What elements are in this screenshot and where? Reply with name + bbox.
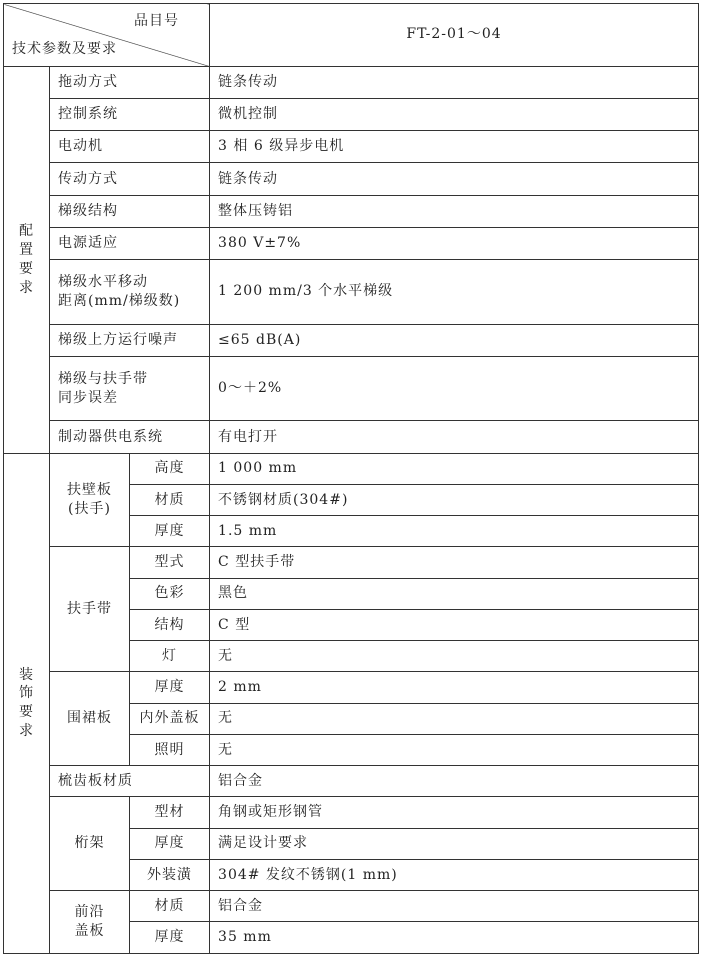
param-value: 无 xyxy=(210,641,699,672)
table-row xyxy=(4,766,699,797)
param-value: 3 相 6 级异步电机 xyxy=(210,131,699,163)
config-group-label: 配置 要求 xyxy=(4,66,50,453)
header-item-number-label: 品目号 xyxy=(134,13,180,29)
handrail-label: 扶手带 xyxy=(50,547,130,672)
sub-param-label: 材质 xyxy=(130,891,210,922)
sub-param-label: 色彩 xyxy=(130,578,210,609)
param-label: 控制系统 xyxy=(50,98,210,130)
sub-param-label: 外装潢 xyxy=(130,859,210,890)
wall-panel-label: 扶壁板 (扶手) xyxy=(50,453,130,547)
param-label: 拖动方式 xyxy=(50,66,210,98)
table-row xyxy=(4,421,699,453)
sub-param-label: 内外盖板 xyxy=(130,703,210,734)
param-value: 不锈钢材质(304#) xyxy=(210,484,699,515)
param-label: 梯级结构 xyxy=(50,195,210,227)
param-label: 制动器供电系统 xyxy=(50,421,210,453)
sub-param-label: 型材 xyxy=(130,797,210,828)
table-row xyxy=(4,891,699,922)
table-row xyxy=(4,227,699,259)
sub-param-label: 高度 xyxy=(130,453,210,484)
param-value: 铝合金 xyxy=(210,766,699,797)
param-value: 黑色 xyxy=(210,578,699,609)
sub-param-label: 结构 xyxy=(130,609,210,640)
table-row xyxy=(4,66,699,98)
param-value: 1 200 mm/3 个水平梯级 xyxy=(210,260,699,325)
header-tech-params-label: 技术参数及要求 xyxy=(12,40,117,57)
param-value: 无 xyxy=(210,703,699,734)
param-value: ≤65 dB(A) xyxy=(210,324,699,356)
sub-param-label: 型式 xyxy=(130,547,210,578)
param-label: 电动机 xyxy=(50,131,210,163)
decor-group-label: 装饰 要求 xyxy=(4,453,50,953)
param-value: 1.5 mm xyxy=(210,516,699,547)
table-row xyxy=(4,260,699,325)
param-label: 梯级水平移动 距离(mm/梯级数) xyxy=(50,260,210,325)
sub-param-label: 材质 xyxy=(130,484,210,515)
param-value: 35 mm xyxy=(210,922,699,954)
param-value: 满足设计要求 xyxy=(210,828,699,859)
param-value: 链条传动 xyxy=(210,66,699,98)
param-value: C 型 xyxy=(210,609,699,640)
table-row xyxy=(4,324,699,356)
header-diagonal-cell xyxy=(4,4,210,67)
front-cover-label: 前沿 盖板 xyxy=(50,891,130,954)
param-value: 角钢或矩形钢管 xyxy=(210,797,699,828)
sub-param-label: 厚度 xyxy=(130,922,210,954)
comb-plate-label: 梳齿板材质 xyxy=(50,766,210,797)
table-row xyxy=(4,797,699,828)
param-value: 304# 发纹不锈钢(1 mm) xyxy=(210,859,699,890)
truss-label: 桁架 xyxy=(50,797,130,891)
sub-param-label: 灯 xyxy=(130,641,210,672)
param-value: 1 000 mm xyxy=(210,453,699,484)
table-row xyxy=(4,356,699,421)
table-row xyxy=(4,163,699,195)
sub-param-label: 厚度 xyxy=(130,828,210,859)
table-row xyxy=(4,547,699,578)
table-row xyxy=(4,672,699,703)
param-label: 梯级上方运行噪声 xyxy=(50,324,210,356)
param-value: 铝合金 xyxy=(210,891,699,922)
param-value: 0～＋2% xyxy=(210,356,699,421)
header-row xyxy=(4,4,699,67)
table-row xyxy=(4,453,699,484)
spec-table xyxy=(3,3,699,954)
param-value: 380 V±7% xyxy=(210,227,699,259)
table-row xyxy=(4,131,699,163)
skirt-label: 围裙板 xyxy=(50,672,130,766)
param-value: 有电打开 xyxy=(210,421,699,453)
param-value: 整体压铸铝 xyxy=(210,195,699,227)
table-row xyxy=(4,195,699,227)
param-value: 无 xyxy=(210,734,699,765)
param-label: 传动方式 xyxy=(50,163,210,195)
header-model-value: FT-2-01～04 xyxy=(210,4,699,67)
sub-param-label: 厚度 xyxy=(130,672,210,703)
param-value: C 型扶手带 xyxy=(210,547,699,578)
table-row xyxy=(4,98,699,130)
param-value: 链条传动 xyxy=(210,163,699,195)
param-label: 梯级与扶手带 同步误差 xyxy=(50,356,210,421)
sub-param-label: 厚度 xyxy=(130,516,210,547)
param-value: 微机控制 xyxy=(210,98,699,130)
param-label: 电源适应 xyxy=(50,227,210,259)
param-value: 2 mm xyxy=(210,672,699,703)
sub-param-label: 照明 xyxy=(130,734,210,765)
